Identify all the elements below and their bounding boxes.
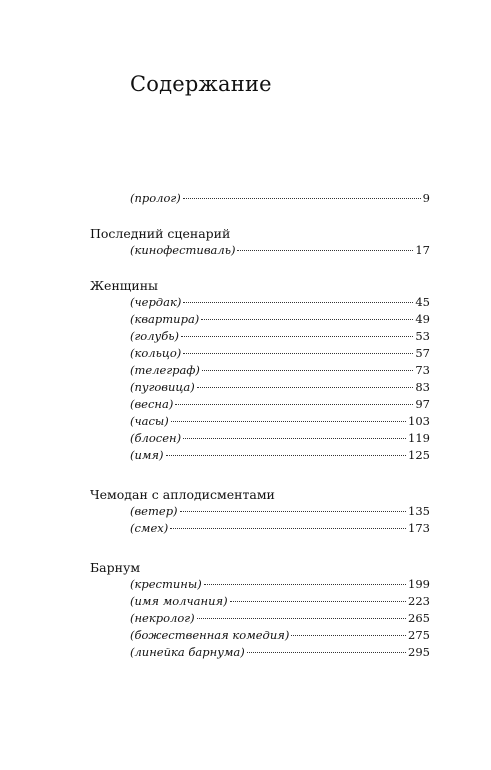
toc-entry [130, 520, 430, 537]
toc-entry-page: 223 [408, 594, 430, 608]
dot-leader [247, 652, 406, 653]
page-title: Содержание [130, 72, 272, 97]
toc-entry-label: (блосен) [130, 431, 182, 445]
toc-entry-page: 275 [408, 628, 430, 642]
dot-leader [202, 370, 414, 371]
toc-entry [130, 242, 430, 259]
dot-leader [230, 601, 406, 602]
toc-entry-label: (пролог) [130, 191, 181, 205]
toc-entry-page: 173 [408, 521, 430, 535]
dot-leader [197, 387, 414, 388]
toc-entry-label: (кольцо) [130, 346, 182, 360]
toc-entry [130, 627, 430, 644]
toc-entry-label: (весна) [130, 397, 174, 411]
toc-entry-label: (ветер) [130, 504, 178, 518]
toc-entry [130, 576, 430, 593]
section-title: Барнум [90, 560, 141, 575]
toc-entry-page: 135 [408, 504, 430, 518]
toc-entry-label: (телеграф) [130, 363, 200, 377]
toc-entry-page: 125 [408, 448, 430, 462]
toc-entry-page: 97 [415, 397, 430, 411]
toc-entry [130, 413, 430, 430]
dot-leader [175, 404, 413, 405]
dot-leader [180, 511, 407, 512]
toc-entry-label: (кинофестиваль) [130, 243, 236, 257]
toc-entry-page: 17 [415, 243, 430, 257]
toc-entry-label: (некролог) [130, 611, 195, 625]
section-title: Чемодан с аплодисментами [90, 487, 275, 502]
toc-entry-label: (смех) [130, 521, 169, 535]
toc-entry-label: (квартира) [130, 312, 200, 326]
toc-entry-page: 83 [415, 380, 430, 394]
toc-entry-label: (часы) [130, 414, 169, 428]
toc-entry-page: 49 [415, 312, 430, 326]
toc-entry [130, 610, 430, 627]
toc-entry [130, 593, 430, 610]
toc-entry-label: (имя молчания) [130, 594, 228, 608]
dot-leader [181, 336, 413, 337]
toc-entry-page: 73 [415, 363, 430, 377]
toc-entry [130, 644, 430, 661]
toc-entry-page: 265 [408, 611, 430, 625]
toc-entry [130, 379, 430, 396]
toc-entry-page: 45 [415, 295, 430, 309]
dot-leader [166, 455, 407, 456]
toc-entry [130, 396, 430, 413]
dot-leader [197, 618, 406, 619]
toc-entry-page: 103 [408, 414, 430, 428]
toc-entry-label: (линейка барнума) [130, 645, 245, 659]
dot-leader [183, 353, 413, 354]
toc-entry-page: 295 [408, 645, 430, 659]
toc-entry [130, 311, 430, 328]
toc-entry-label: (чердак) [130, 295, 182, 309]
toc-section-barnum [0, 559, 491, 661]
toc-section-last-screenplay [0, 225, 491, 259]
toc-entry-label: (пуговица) [130, 380, 195, 394]
toc-entry [130, 362, 430, 379]
toc-entry [130, 503, 430, 520]
toc-section-suitcase [0, 486, 491, 537]
dot-leader [237, 250, 413, 251]
toc-entry-label: (крестины) [130, 577, 202, 591]
toc-entry-label: (божественная комедия) [130, 628, 290, 642]
dot-leader [183, 198, 421, 199]
toc-entry-label: (имя) [130, 448, 164, 462]
toc-entry-page: 53 [415, 329, 430, 343]
toc-entry-page: 57 [415, 346, 430, 360]
dot-leader [170, 528, 406, 529]
dot-leader [171, 421, 406, 422]
toc-entry-page: 199 [408, 577, 430, 591]
section-title: Последний сценарий [90, 226, 231, 241]
toc-entry [130, 345, 430, 362]
toc-entry [130, 447, 430, 464]
toc-entry [130, 328, 430, 345]
toc-entry [130, 294, 430, 311]
toc-section-women [0, 277, 491, 464]
toc-entry-page: 9 [422, 191, 430, 205]
toc-entry-prologue [130, 190, 430, 207]
dot-leader [291, 635, 406, 636]
dot-leader [204, 584, 406, 585]
toc-entry-label: (голубь) [130, 329, 179, 343]
dot-leader [183, 302, 413, 303]
dot-leader [201, 319, 413, 320]
table-of-contents [0, 190, 491, 661]
dot-leader [183, 438, 406, 439]
toc-entry [130, 430, 430, 447]
section-title: Женщины [90, 278, 159, 293]
toc-entry-page: 119 [408, 431, 430, 445]
